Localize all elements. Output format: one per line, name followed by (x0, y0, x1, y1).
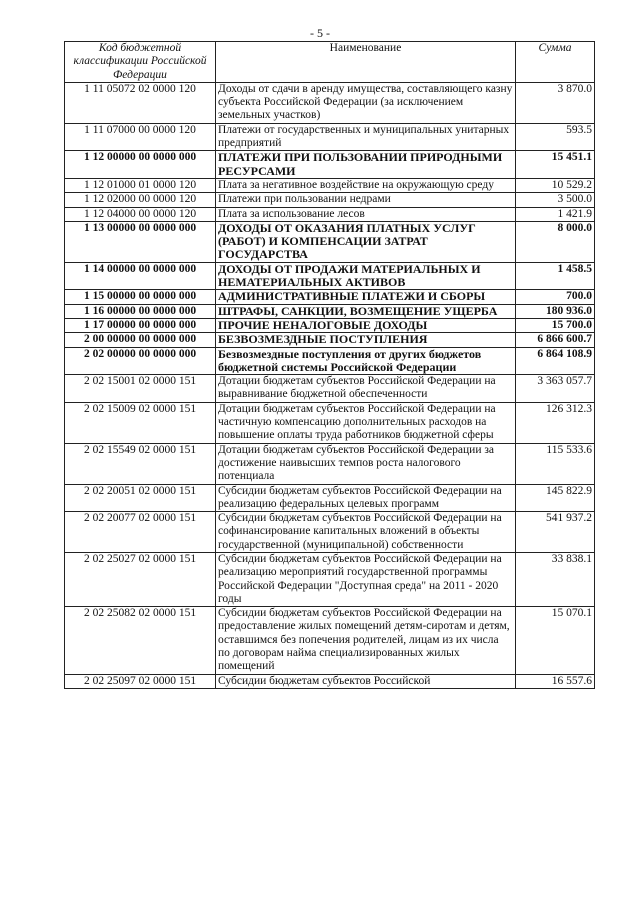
cell-name: Дотации бюджетам субъектов Российской Федерации на частичную компенсацию дополнительных расходов на повышение оплаты труда работников бюджетной сферы (216, 402, 516, 443)
cell-sum: 15 070.1 (516, 607, 595, 674)
table-row (65, 347, 595, 375)
table-row (65, 151, 595, 179)
cell-code: 1 11 05072 02 0000 120 (65, 82, 216, 123)
cell-name: Платежи при пользовании недрами (216, 193, 516, 207)
table-row (65, 123, 595, 151)
cell-name: БЕЗВОЗМЕЗДНЫЕ ПОСТУПЛЕНИЯ (216, 333, 516, 347)
header-sum: Сумма (516, 42, 595, 83)
cell-sum: 115 533.6 (516, 443, 595, 484)
table-row (65, 304, 595, 318)
cell-sum: 541 937.2 (516, 512, 595, 553)
table-row (65, 262, 595, 290)
cell-name: Субсидии бюджетам субъектов Российской (216, 674, 516, 688)
table-header-row (65, 42, 595, 83)
cell-name: Субсидии бюджетам субъектов Российской Федерации на реализацию мероприятий государственной программы Российской Федерации "Доступная среда" на 2011 - 2020 годы (216, 552, 516, 606)
table-row (65, 607, 595, 674)
cell-code: 1 11 07000 00 0000 120 (65, 123, 216, 151)
cell-sum: 15 451.1 (516, 151, 595, 179)
table-row (65, 484, 595, 512)
cell-name: Дотации бюджетам субъектов Российской Федерации за достижение наивысших темпов роста налогового потенциала (216, 443, 516, 484)
cell-code: 2 02 15549 02 0000 151 (65, 443, 216, 484)
table-row (65, 290, 595, 304)
cell-code: 2 02 15001 02 0000 151 (65, 375, 216, 403)
table-row (65, 552, 595, 606)
cell-name: Плата за использование лесов (216, 207, 516, 221)
table-row (65, 193, 595, 207)
table-row (65, 443, 595, 484)
table-row (65, 674, 595, 688)
page-number: - 5 - (310, 26, 330, 40)
cell-name: Безвозмездные поступления от других бюджетов бюджетной системы Российской Федерации (216, 347, 516, 375)
cell-code: 1 12 01000 01 0000 120 (65, 178, 216, 192)
cell-code: 1 12 04000 00 0000 120 (65, 207, 216, 221)
cell-sum: 145 822.9 (516, 484, 595, 512)
cell-sum: 180 936.0 (516, 304, 595, 318)
cell-name: ДОХОДЫ ОТ ПРОДАЖИ МАТЕРИАЛЬНЫХ И НЕМАТЕРИАЛЬНЫХ АКТИВОВ (216, 262, 516, 290)
cell-code: 1 13 00000 00 0000 000 (65, 221, 216, 262)
table-row (65, 333, 595, 347)
cell-name: Плата за негативное воздействие на окружающую среду (216, 178, 516, 192)
cell-name: Субсидии бюджетам субъектов Российской Федерации на реализацию федеральных целевых программ (216, 484, 516, 512)
table-row (65, 512, 595, 553)
table-row (65, 221, 595, 262)
cell-sum: 33 838.1 (516, 552, 595, 606)
cell-sum: 593.5 (516, 123, 595, 151)
cell-code: 2 00 00000 00 0000 000 (65, 333, 216, 347)
header-name: Наименование (216, 42, 516, 83)
cell-name: ПРОЧИЕ НЕНАЛОГОВЫЕ ДОХОДЫ (216, 318, 516, 332)
cell-name: ДОХОДЫ ОТ ОКАЗАНИЯ ПЛАТНЫХ УСЛУГ (РАБОТ) И КОМПЕНСАЦИИ ЗАТРАТ ГОСУДАРСТВА (216, 221, 516, 262)
table-row (65, 402, 595, 443)
cell-code: 1 15 00000 00 0000 000 (65, 290, 216, 304)
cell-name: Субсидии бюджетам субъектов Российской Федерации на предоставление жилых помещений детям-сиротам и детям, оставшимся без попечения родителей, лицам из их числа по договорам найма специализированных жилых помещений (216, 607, 516, 674)
cell-name: ПЛАТЕЖИ ПРИ ПОЛЬЗОВАНИИ ПРИРОДНЫМИ РЕСУРСАМИ (216, 151, 516, 179)
cell-sum: 10 529.2 (516, 178, 595, 192)
cell-sum: 126 312.3 (516, 402, 595, 443)
cell-sum: 3 363 057.7 (516, 375, 595, 403)
table-row (65, 375, 595, 403)
cell-code: 1 12 00000 00 0000 000 (65, 151, 216, 179)
cell-code: 1 12 02000 00 0000 120 (65, 193, 216, 207)
cell-name: Субсидии бюджетам субъектов Российской Федерации на софинансирование капитальных вложений в объекты государственной (муниципальной) собственности (216, 512, 516, 553)
cell-code: 2 02 25082 02 0000 151 (65, 607, 216, 674)
cell-code: 1 14 00000 00 0000 000 (65, 262, 216, 290)
cell-code: 2 02 00000 00 0000 000 (65, 347, 216, 375)
cell-code: 2 02 20051 02 0000 151 (65, 484, 216, 512)
cell-sum: 16 557.6 (516, 674, 595, 688)
cell-code: 1 16 00000 00 0000 000 (65, 304, 216, 318)
table-row (65, 178, 595, 192)
cell-code: 1 17 00000 00 0000 000 (65, 318, 216, 332)
table-row (65, 82, 595, 123)
cell-name: АДМИНИСТРАТИВНЫЕ ПЛАТЕЖИ И СБОРЫ (216, 290, 516, 304)
cell-code: 2 02 15009 02 0000 151 (65, 402, 216, 443)
cell-name: ШТРАФЫ, САНКЦИИ, ВОЗМЕЩЕНИЕ УЩЕРБА (216, 304, 516, 318)
cell-sum: 3 870.0 (516, 82, 595, 123)
cell-sum: 3 500.0 (516, 193, 595, 207)
cell-sum: 8 000.0 (516, 221, 595, 262)
cell-sum: 6 864 108.9 (516, 347, 595, 375)
table-row (65, 318, 595, 332)
budget-table (64, 41, 595, 689)
cell-name: Доходы от сдачи в аренду имущества, составляющего казну субъекта Российской Федерации (за исключением земельных участков) (216, 82, 516, 123)
cell-code: 2 02 25027 02 0000 151 (65, 552, 216, 606)
cell-sum: 6 866 600.7 (516, 333, 595, 347)
cell-sum: 700.0 (516, 290, 595, 304)
table-row (65, 207, 595, 221)
cell-sum: 1 458.5 (516, 262, 595, 290)
cell-name: Платежи от государственных и муниципальных унитарных предприятий (216, 123, 516, 151)
cell-code: 2 02 20077 02 0000 151 (65, 512, 216, 553)
header-code: Код бюджетной классификации Российской Федерации (65, 42, 216, 83)
cell-sum: 1 421.9 (516, 207, 595, 221)
cell-code: 2 02 25097 02 0000 151 (65, 674, 216, 688)
cell-sum: 15 700.0 (516, 318, 595, 332)
cell-name: Дотации бюджетам субъектов Российской Федерации на выравнивание бюджетной обеспеченности (216, 375, 516, 403)
